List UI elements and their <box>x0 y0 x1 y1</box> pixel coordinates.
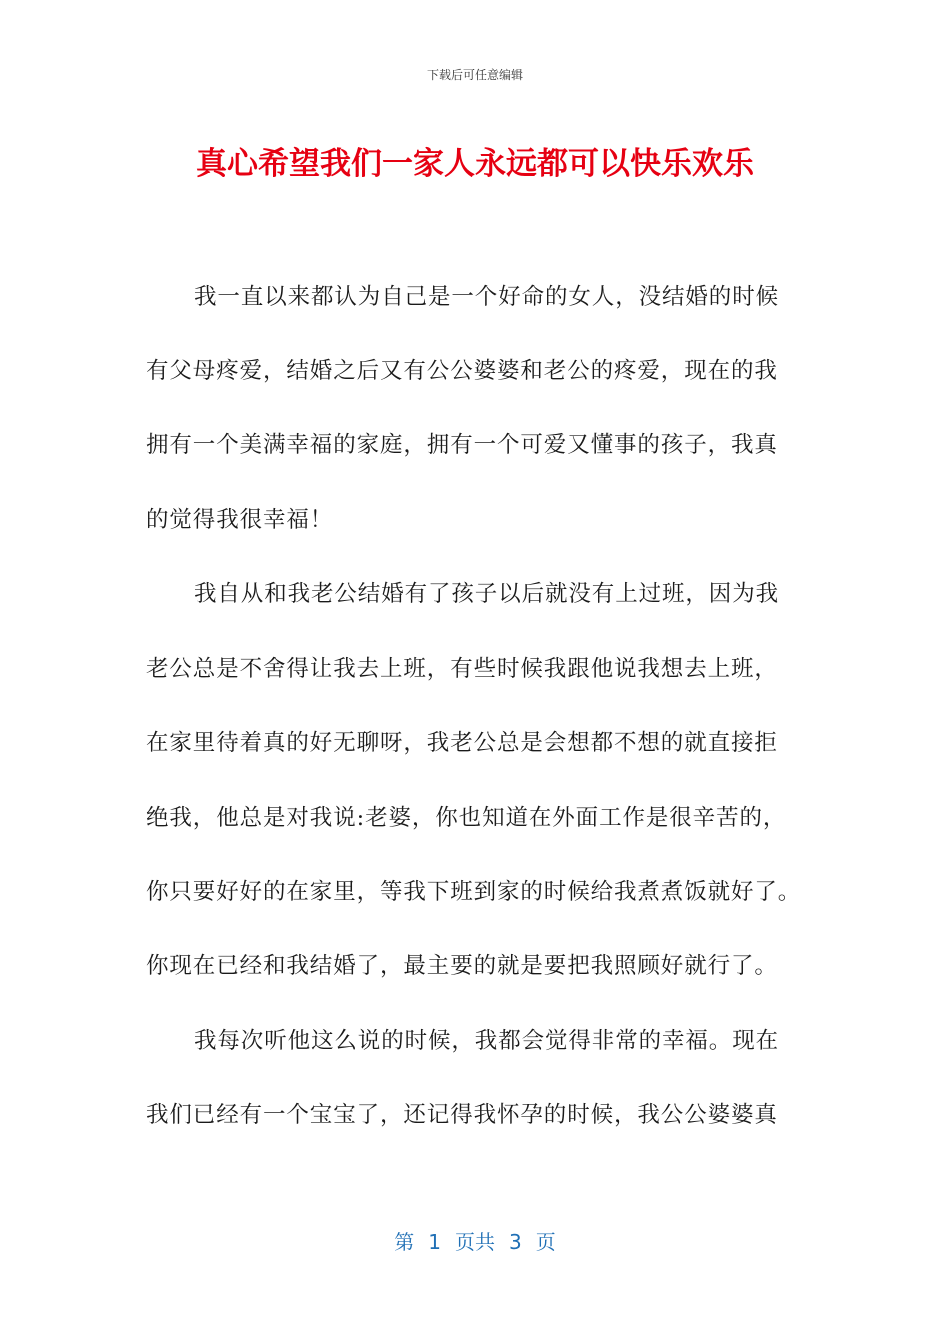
paragraph-line: 绝我，他总是对我说:老婆，你也知道在外面工作是很辛苦的， <box>146 805 787 831</box>
paragraph-line: 老公总是不舍得让我去上班，有些时候我跟他说我想去上班， <box>146 656 778 682</box>
document-title: 真心希望我们一家人永远都可以快乐欢乐 <box>196 146 754 182</box>
page-header-note: 下载后可任意编辑 <box>426 68 523 82</box>
footer-suffix: 页 <box>535 1230 556 1254</box>
footer-total-pages: 3 <box>509 1230 522 1254</box>
paragraph-line: 你只要好好的在家里，等我下班到家的时候给我煮煮饭就好了。 <box>146 879 802 905</box>
paragraph-line: 在家里待着真的好无聊呀，我老公总是会想都不想的就直接拒 <box>146 730 778 756</box>
paragraph-line: 有父母疼爱，结婚之后又有公公婆婆和老公的疼爱，现在的我 <box>146 358 778 384</box>
paragraph-line: 拥有一个美满幸福的家庭，拥有一个可爱又懂事的孩子，我真 <box>146 432 778 458</box>
paragraph-line: 我每次听他这么说的时候，我都会觉得非常的幸福。现在 <box>194 1028 780 1054</box>
footer-current-page: 1 <box>428 1230 441 1254</box>
paragraph-line: 你现在已经和我结婚了，最主要的就是要把我照顾好就行了。 <box>146 953 778 979</box>
footer-middle: 页共 <box>455 1230 495 1254</box>
paragraph-line: 我自从和我老公结婚有了孩子以后就没有上过班，因为我 <box>194 581 780 607</box>
paragraph-line: 的觉得我很幸福！ <box>146 507 334 533</box>
paragraph-line: 我们已经有一个宝宝了，还记得我怀孕的时候，我公公婆婆真 <box>146 1102 778 1128</box>
page-footer <box>0 1226 950 1255</box>
paragraph-line: 我一直以来都认为自己是一个好命的女人，没结婚的时候 <box>194 284 780 310</box>
footer-prefix: 第 <box>394 1230 415 1254</box>
